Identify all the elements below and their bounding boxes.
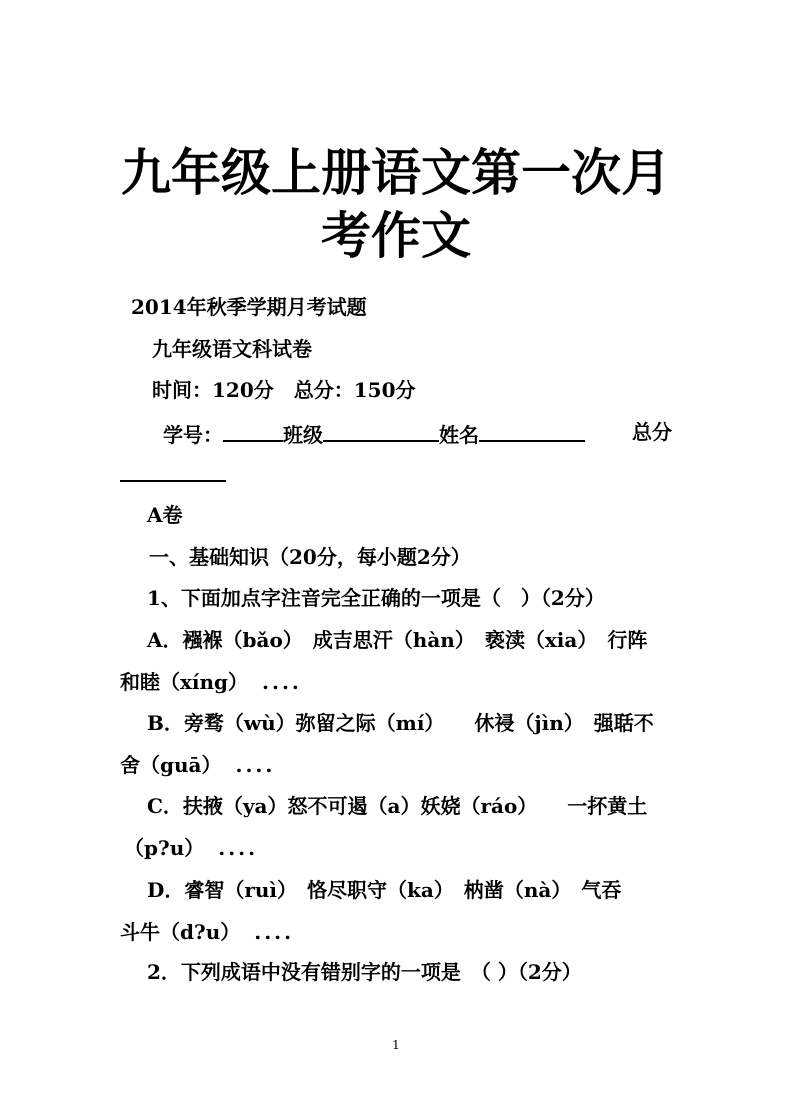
name-label: 姓名 (439, 423, 479, 447)
question-1-option-d-line-1: D．睿智（ruì） 恪尽职守（ka） 枘凿（nà） 气吞 (147, 878, 622, 902)
student-no-label: 学号： (163, 423, 223, 447)
document-title-line-2: 考作文 (321, 206, 471, 265)
subject-heading: 九年级语文科试卷 (152, 337, 312, 361)
question-1-stem: 1、下面加点字注音完全正确的一项是（ ）（2分） (147, 586, 605, 610)
part-one-heading: 一、基础知识（20分，每小题2分） (149, 545, 471, 569)
emphasis-dots: .... (254, 920, 295, 944)
question-1-option-b-line-2 (120, 751, 275, 779)
question-1-option-a-line-1: A．襁褓（bǎo） 成吉思汗（hàn） 亵渎（xia） 行阵 (147, 628, 648, 652)
time-score-line: 时间：120分 总分：150分 (152, 378, 416, 402)
class-label: 班级 (283, 423, 323, 447)
student-no-blank[interactable] (223, 418, 283, 442)
question-2-stem: 2．下列成语中没有错别字的一项是 （ ）（2分） (147, 960, 582, 984)
name-blank[interactable] (479, 418, 585, 442)
class-blank[interactable] (323, 418, 439, 442)
document-title-line-1: 九年级上册语文第一次月 (121, 143, 671, 202)
question-1-option-c-line-2 (124, 834, 258, 862)
option-a-continuation: 和睦（xíng） (120, 670, 249, 694)
question-1-option-a-line-2 (120, 668, 302, 696)
option-b-continuation: 舍（guā） (120, 753, 222, 777)
emphasis-dots: .... (262, 670, 302, 694)
section-a-heading: A卷 (147, 503, 183, 527)
exam-heading: 2014年秋季学期月考试题 (131, 295, 367, 319)
total-blank[interactable] (120, 458, 226, 482)
emphasis-dots: .... (235, 753, 276, 777)
total-label: 总分 (632, 420, 672, 444)
question-1-option-c-line-1: C．扶掖（ya）怒不可遏（a）妖娆（ráo） 一抔黄土 (147, 794, 648, 818)
emphasis-dots: .... (218, 836, 259, 860)
option-d-continuation: 斗牛（d?u） (120, 920, 241, 944)
total-blank-line (120, 458, 226, 489)
question-1-option-b-line-1: B．旁骛（wù）弥留之际（mí） 休祲（jìn） 强聒不 (147, 711, 654, 735)
student-info-line (163, 418, 585, 449)
question-1-option-d-line-2 (120, 918, 294, 946)
option-c-continuation: （p?u） (124, 836, 205, 860)
page-number: 1 (392, 1038, 400, 1052)
